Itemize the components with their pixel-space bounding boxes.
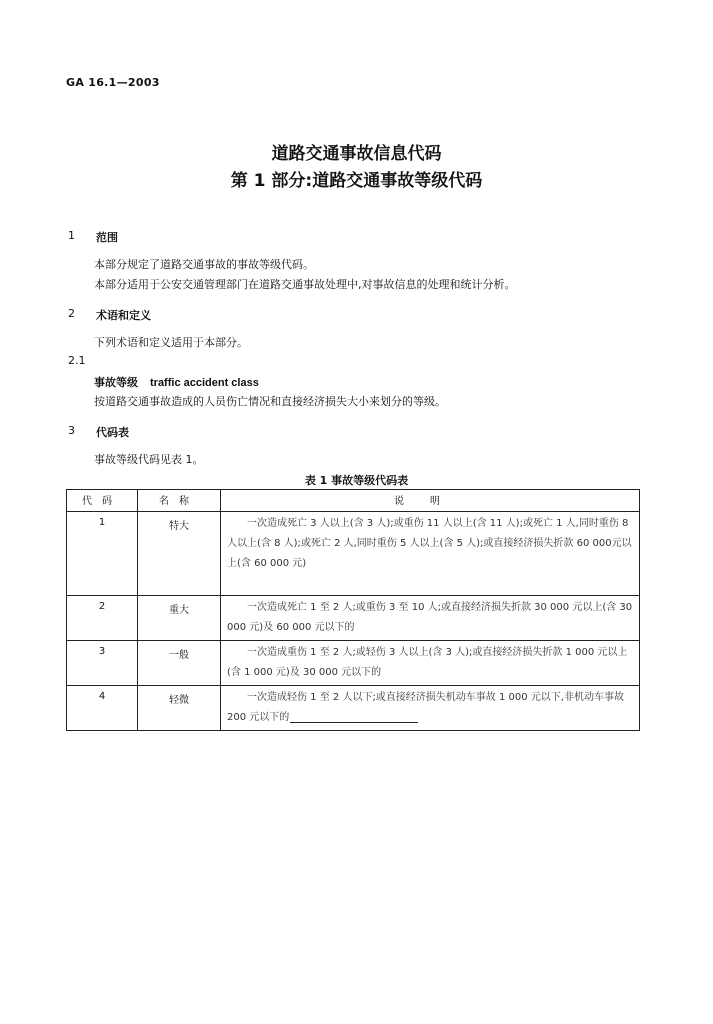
standard-code: GA 16.1—2003 xyxy=(66,76,160,89)
section-1-paragraph-2: 本部分适用于公安交通管理部门在道路交通事故处理中,对事故信息的处理和统计分析。 xyxy=(94,278,516,291)
section-3-title: 代码表 xyxy=(96,426,129,439)
row-code: 1 xyxy=(67,512,138,596)
row-code: 2 xyxy=(67,596,138,641)
table-row xyxy=(67,596,640,641)
section-1-number: 1 xyxy=(68,229,75,242)
table-row xyxy=(67,641,640,686)
header-description: 说明 xyxy=(221,490,640,512)
end-of-document-rule xyxy=(290,722,418,723)
row-code: 3 xyxy=(67,641,138,686)
section-2-title: 术语和定义 xyxy=(96,309,151,322)
document-subtitle: 第 1 部分:道路交通事故等级代码 xyxy=(230,171,483,191)
row-description: 一次造成重伤 1 至 2 人;或轻伤 3 人以上(含 3 人);或直接经济损失折款 1 000 元以上(含 1 000 元)及 30 000 元以下的 xyxy=(221,641,640,686)
section-1-paragraph-1: 本部分规定了道路交通事故的事故等级代码。 xyxy=(94,258,314,271)
row-name: 一般 xyxy=(138,641,221,686)
term-definition: 按道路交通事故造成的人员伤亡情况和直接经济损失大小来划分的等级。 xyxy=(94,395,446,408)
row-name: 重大 xyxy=(138,596,221,641)
section-2-number: 2 xyxy=(68,307,75,320)
table-row xyxy=(67,512,640,596)
table-row xyxy=(67,686,640,731)
section-2-paragraph: 下列术语和定义适用于本部分。 xyxy=(94,336,248,349)
header-code: 代码 xyxy=(67,490,138,512)
document-title: 道路交通事故信息代码 xyxy=(271,144,442,164)
table-caption: 表 1 事故等级代码表 xyxy=(304,474,409,487)
row-name: 特大 xyxy=(138,512,221,596)
term-entry xyxy=(94,374,259,390)
row-description: 一次造成死亡 3 人以上(含 3 人);或重伤 11 人以上(含 11 人);或死亡 1 人,同时重伤 8 人以上(含 8 人);或死亡 2 人,同时重伤 5 人以上(含 5 人);或直接经济损失折款 60 000元以上(含 60 000 元) xyxy=(221,512,640,596)
row-description: 一次造成轻伤 1 至 2 人以下;或直接经济损失机动车事故 1 000 元以下,非机动车事故 200 元以下的 xyxy=(221,686,640,731)
term-english: traffic accident class xyxy=(150,377,259,389)
subsection-2-1-number: 2.1 xyxy=(68,354,86,367)
section-3-number: 3 xyxy=(68,424,75,437)
header-name: 名称 xyxy=(138,490,221,512)
section-1-title: 范围 xyxy=(96,231,118,244)
section-3-paragraph: 事故等级代码见表 1。 xyxy=(94,453,204,466)
table-header-row xyxy=(67,490,640,512)
accident-class-table xyxy=(66,489,640,731)
term-chinese: 事故等级 xyxy=(94,376,138,389)
row-name: 轻微 xyxy=(138,686,221,731)
row-code: 4 xyxy=(67,686,138,731)
row-description: 一次造成死亡 1 至 2 人;或重伤 3 至 10 人;或直接经济损失折款 30 000 元以上(含 30 000 元)及 60 000 元以下的 xyxy=(221,596,640,641)
